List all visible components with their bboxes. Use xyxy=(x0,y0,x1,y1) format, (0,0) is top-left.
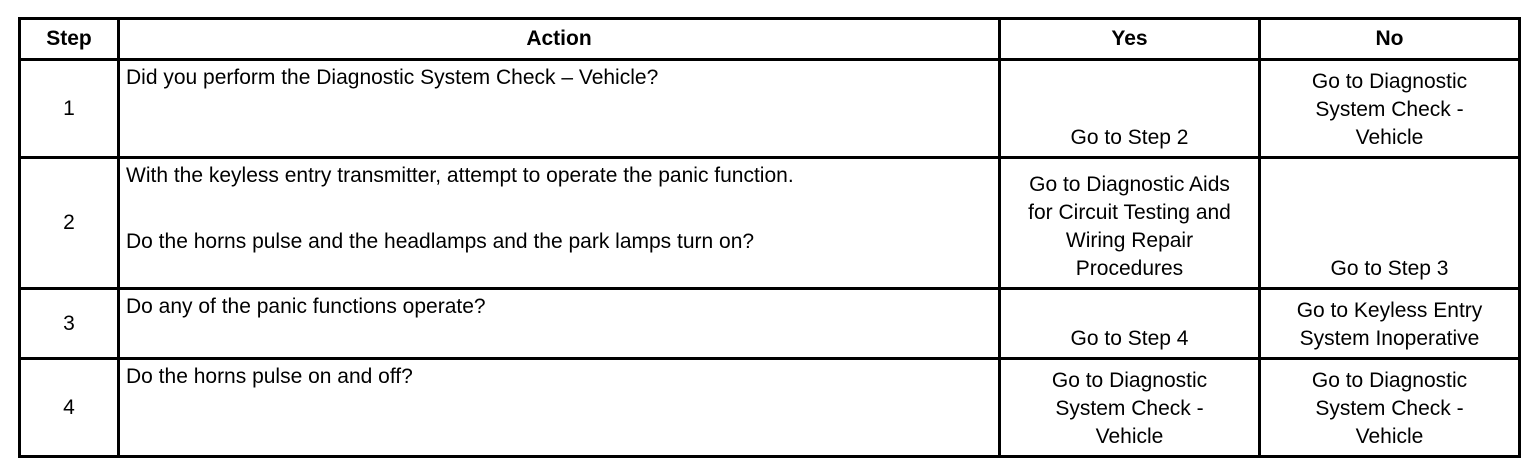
action-text: With the keyless entry transmitter, attempt to operate the panic function. xyxy=(126,164,794,187)
action-spacer xyxy=(126,190,992,228)
header-yes: Yes xyxy=(1000,19,1260,60)
diagnostic-table-container xyxy=(18,17,1521,458)
action-cell xyxy=(119,359,1000,457)
no-text: Go to Diagnostic xyxy=(1311,369,1468,392)
table-row xyxy=(20,289,1520,359)
header-no: No xyxy=(1260,19,1520,60)
no-cell xyxy=(1260,158,1520,289)
yes-cell xyxy=(1000,60,1260,158)
action-cell xyxy=(119,158,1000,289)
no-cell xyxy=(1260,60,1520,158)
yes-text: Go to Diagnostic Aids xyxy=(1029,173,1230,196)
table-row xyxy=(20,60,1520,158)
no-text: Vehicle xyxy=(1355,126,1424,149)
action-cell xyxy=(119,289,1000,359)
table-row xyxy=(20,359,1520,457)
action-text: Did you perform the Diagnostic System Check – Vehicle? xyxy=(126,66,659,89)
no-text: Go to Diagnostic xyxy=(1311,70,1468,93)
header-row xyxy=(20,19,1520,60)
yes-text: Go to Step 2 xyxy=(1070,126,1189,149)
no-cell xyxy=(1260,289,1520,359)
no-text: System Check - xyxy=(1315,397,1464,420)
no-text: Go to Keyless Entry xyxy=(1296,299,1483,322)
action-text: Do any of the panic functions operate? xyxy=(126,295,486,318)
action-cell xyxy=(119,60,1000,158)
diagnostic-table xyxy=(18,17,1521,458)
yes-cell xyxy=(1000,158,1260,289)
step-number: 4 xyxy=(20,359,119,457)
action-text: Do the horns pulse on and off? xyxy=(126,365,413,388)
yes-text: for Circuit Testing and xyxy=(1028,201,1231,224)
yes-text: System Check - xyxy=(1055,397,1204,420)
action-text: Do the horns pulse and the headlamps and the park lamps turn on? xyxy=(126,230,755,253)
header-step: Step xyxy=(20,19,119,60)
no-text: System Inoperative xyxy=(1299,327,1480,350)
header-action: Action xyxy=(119,19,1000,60)
yes-cell xyxy=(1000,359,1260,457)
yes-text: Vehicle xyxy=(1095,425,1164,448)
step-number: 3 xyxy=(20,289,119,359)
step-number: 2 xyxy=(20,158,119,289)
no-text: Vehicle xyxy=(1355,425,1424,448)
yes-text: Go to Step 4 xyxy=(1070,327,1189,350)
step-number: 1 xyxy=(20,60,119,158)
yes-cell xyxy=(1000,289,1260,359)
yes-text: Procedures xyxy=(1075,257,1184,280)
table-row xyxy=(20,158,1520,289)
yes-text: Go to Diagnostic xyxy=(1051,369,1208,392)
yes-text: Wiring Repair xyxy=(1065,229,1194,252)
no-text: Go to Step 3 xyxy=(1330,257,1449,280)
no-cell xyxy=(1260,359,1520,457)
no-text: System Check - xyxy=(1315,98,1464,121)
